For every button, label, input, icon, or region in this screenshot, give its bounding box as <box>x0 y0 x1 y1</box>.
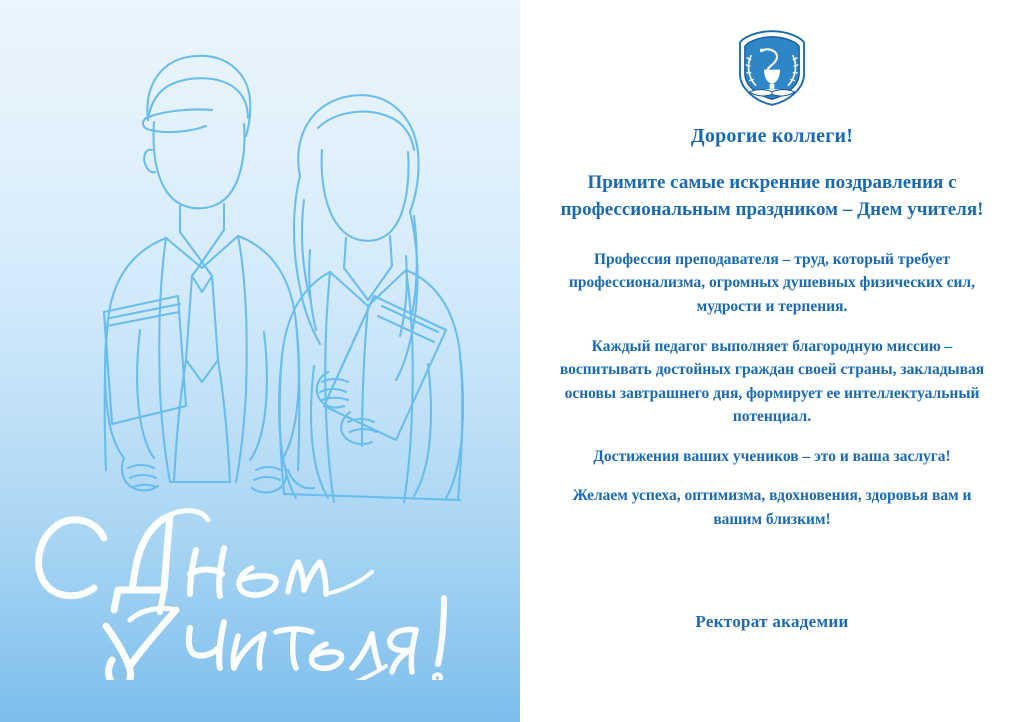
message-paragraph-4: Желаем успеха, оптимизма, вдохновения, здоровья вам и вашим близким! <box>572 487 972 528</box>
message-paragraph-3: Достижения ваших учеников – это и ваша заслуга! <box>593 447 951 465</box>
greeting-line: Дорогие коллеги! <box>690 125 854 147</box>
card-right-panel <box>520 0 1024 722</box>
script-title-s-dnem-uchitelya <box>0 470 520 680</box>
card-message <box>520 125 1024 547</box>
signature-line: Ректорат академии <box>695 612 849 631</box>
message-paragraph-1: Профессия преподавателя – труд, который требует профессионализма, огромных душевных физических сил, мудрости и терпения. <box>569 250 975 316</box>
congratulation-line: Примите самые искренние поздравления с профессиональным праздником – Днем учителя! <box>560 172 984 220</box>
academy-emblem-icon <box>732 28 812 108</box>
message-paragraph-2: Каждый педагог выполняет благородную миссию – воспитывать достойных граждан своей страны, закладывая основы завтрашнего дня, формирует ее интеллектуальный потенциал. <box>559 337 985 426</box>
